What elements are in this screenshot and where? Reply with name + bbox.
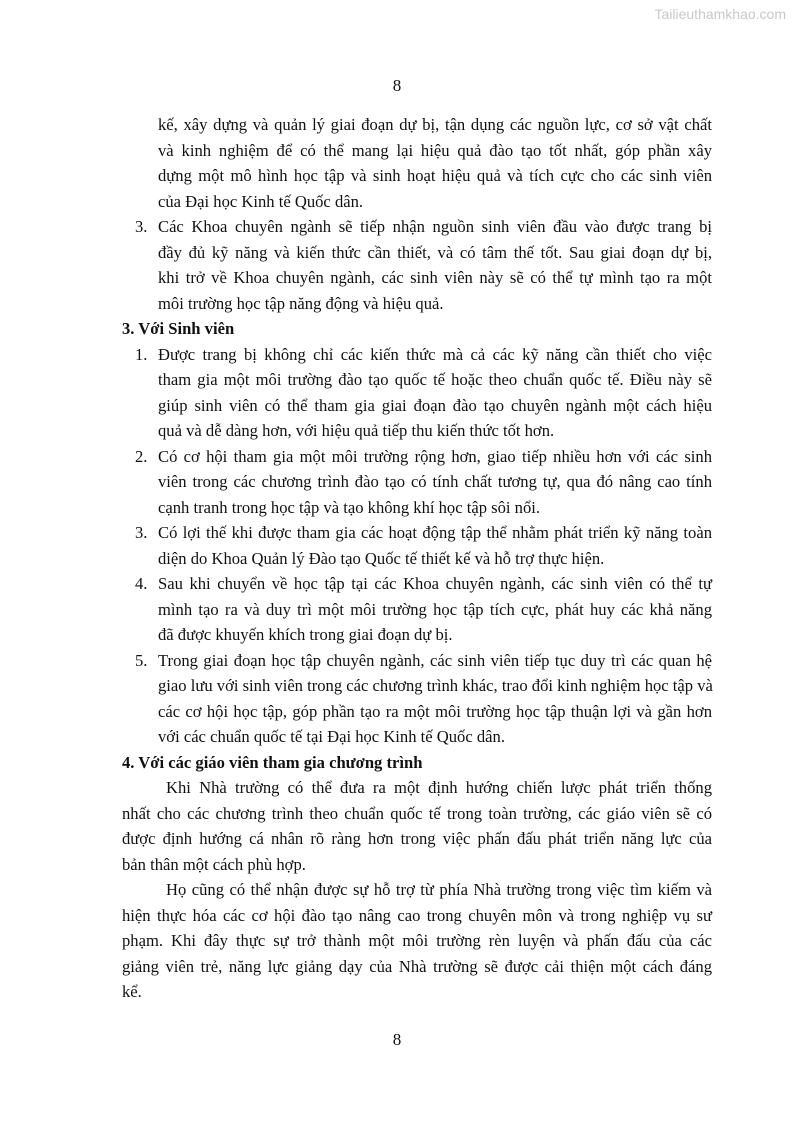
text-line: giao lưu với sinh viên trong các chương trình khác, trao đổi kinh nghiệm học tập và (158, 676, 713, 695)
text-line: cạnh tranh trong học tập và tạo không khí học tập sôi nổi. (158, 497, 541, 517)
list-number: 1. (135, 344, 148, 364)
list-item (122, 214, 712, 316)
section-heading: 4. Với các giáo viên tham gia chương trình (122, 752, 423, 772)
text-line: giảng viên trẻ, năng lực giảng dạy của Nhà trường sẽ được cải thiện một cách đáng (122, 956, 712, 976)
text-line: phạm. Khi đây thực sự trở thành một môi trường rèn luyện và phấn đấu của các (122, 931, 712, 950)
text-line: Trong giai đoạn học tập chuyên ngành, các sinh viên tiếp tục duy trì các quan hệ (158, 650, 712, 670)
document-body (122, 112, 712, 1005)
text-line: kể. (122, 982, 142, 1001)
list-number: 4. (135, 574, 148, 593)
text-line: đã được khuyến khích trong giai đoạn dự bị. (158, 625, 453, 644)
text-line: môi trường học tập năng động và hiệu quả. (158, 293, 444, 313)
list-item (122, 342, 712, 444)
text-line: viên trong các chương trình đào tạo có tính chất tương tự, qua đó nâng cao tính (158, 472, 712, 491)
text-line: Các Khoa chuyên ngành sẽ tiếp nhận nguồn sinh viên đầu vào được trang bị (158, 217, 712, 236)
text-line: hiện thực hóa các cơ hội đào tạo nâng cao trong chuyên môn và trong nghiệp vụ sư (122, 905, 712, 925)
page-number-bottom: 8 (392, 1030, 402, 1049)
text-line: kế, xây dựng và quản lý giai đoạn dự bị, tận dụng các nguồn lực, cơ sở vật chất (158, 115, 712, 134)
text-line: Có lợi thế khi được tham gia các hoạt động tập thể nhằm phát triển kỹ năng toàn (158, 523, 712, 542)
list-item (122, 648, 712, 750)
section-heading: 3. Với Sinh viên (122, 319, 235, 338)
text-line: của Đại học Kinh tế Quốc dân. (158, 191, 364, 211)
list-number: 3. (135, 217, 148, 236)
watermark: Tailieuthamkhao.com (654, 6, 786, 22)
list-item (122, 444, 712, 521)
list-number: 5. (135, 650, 148, 670)
text-line: và kinh nghiệm để có thể mang lại hiệu quả đào tạo tốt nhất, góp phần xây (158, 140, 712, 160)
text-line: Khi Nhà trường có thể đưa ra một định hướng chiến lược phát triển thống (166, 778, 712, 797)
list-item (122, 571, 712, 648)
text-line: tham gia một môi trường đào tạo quốc tế hoặc theo chuẩn quốc tế. Điều này sẽ (158, 370, 712, 389)
text-line: đầy đủ kỹ năng và kiến thức cần thiết, và có tâm thế tốt. Sau giai đoạn dự bị, (158, 242, 712, 262)
paragraph (122, 775, 712, 877)
text-line: mình tạo ra và duy trì một môi trường học tập tích cực, phát huy các khả năng (158, 599, 712, 619)
paragraph (122, 877, 712, 1005)
text-line: khi trở về Khoa chuyên ngành, các sinh viên này sẽ có thể tự mình tạo ra một (158, 268, 712, 287)
text-line: được định hướng cá nhân rõ ràng hơn trong việc phấn đấu phát triển năng lực của (122, 829, 712, 848)
text-line: Có cơ hội tham gia một môi trường rộng hơn, giao tiếp nhiều hơn với các sinh (158, 446, 712, 466)
list-item (122, 520, 712, 571)
text-line: quả và dễ dàng hơn, với hiệu quả tiếp thu kiến thức tốt hơn. (158, 421, 555, 440)
text-line: diện do Khoa Quản lý Đào tạo Quốc tế thiết kế và hỗ trợ thực hiện. (158, 548, 605, 568)
text-line: Họ cũng có thể nhận được sự hỗ trợ từ phía Nhà trường trong việc tìm kiếm và (166, 880, 712, 899)
text-line: các cơ hội học tập, góp phần tạo ra một môi trường học tập thuận lợi và gần hơn (158, 701, 712, 721)
list-item (122, 112, 712, 214)
text-line: giúp sinh viên có thể tham gia giai đoạn đào tạo chuyên ngành một cách hiệu (158, 395, 712, 415)
text-line: với các chuẩn quốc tế tại Đại học Kinh tế Quốc dân. (158, 727, 505, 746)
list-number: 2. (135, 446, 148, 466)
text-line: dựng một mô hình học tập và sinh hoạt hiệu quả và tích cực cho các sinh viên (158, 166, 712, 185)
text-line: Sau khi chuyển về học tập tại các Khoa chuyên ngành, các sinh viên có thể tự (158, 574, 712, 593)
text-line: bản thân một cách phù hợp. (122, 854, 306, 874)
page-number-top: 8 (392, 76, 402, 95)
list-number: 3. (135, 523, 148, 542)
text-line: Được trang bị không chỉ các kiến thức mà cả các kỹ năng cần thiết cho việc (158, 344, 712, 364)
text-line: nhất cho các chương trình theo chuẩn quốc tế trong toàn trường, các giáo viên sẽ có (122, 803, 712, 823)
